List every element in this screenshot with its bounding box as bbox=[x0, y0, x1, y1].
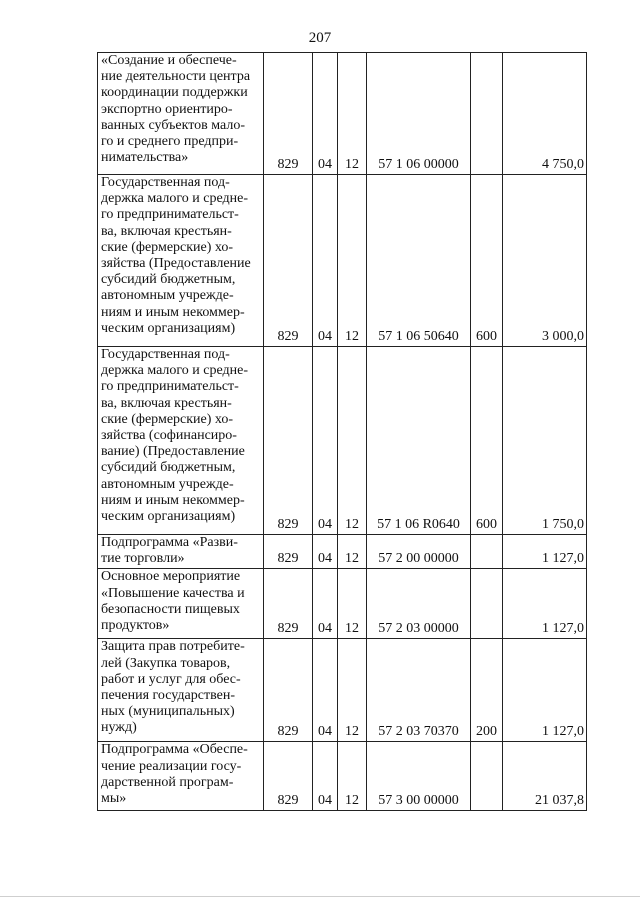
section-code-cell: 04 bbox=[313, 535, 338, 569]
expense-name-line: ские (фермерские) хо- bbox=[101, 411, 234, 427]
expense-name-line: автономным учрежде- bbox=[101, 476, 234, 492]
expense-name-line: безопасности пищевых bbox=[101, 601, 240, 617]
expense-name-line: зяйства (Предоставление bbox=[101, 256, 251, 272]
expense-name-cell bbox=[98, 569, 264, 639]
expense-name-line: Основное мероприятие bbox=[101, 569, 241, 585]
expense-type-cell bbox=[471, 569, 503, 639]
expense-name-line: го и среднего предпри- bbox=[101, 134, 239, 150]
expense-name-line: печения государствен- bbox=[101, 688, 235, 704]
section-code-cell: 04 bbox=[313, 347, 338, 535]
budget-table bbox=[97, 52, 587, 811]
page-number: 207 bbox=[308, 30, 332, 46]
table-row bbox=[98, 53, 587, 175]
target-article-cell: 57 2 03 00000 bbox=[367, 569, 471, 639]
expense-name-line: чение реализации госу- bbox=[101, 758, 242, 774]
amount-cell: 1 127,0 bbox=[503, 639, 587, 742]
subsection-code-cell: 12 bbox=[338, 175, 367, 347]
expense-name-line: мы» bbox=[101, 791, 127, 807]
expense-name-line: Подпрограмма «Разви- bbox=[101, 535, 238, 550]
expense-name-line: ниям и иным некоммер- bbox=[101, 304, 245, 320]
expense-name-line: субсидий бюджетным, bbox=[101, 460, 236, 476]
expense-name-line: ва, включая крестьян- bbox=[101, 223, 232, 239]
expense-type-cell bbox=[471, 742, 503, 811]
expense-name-line: «Повышение качества и bbox=[101, 585, 245, 601]
table-row bbox=[98, 175, 587, 347]
subsection-code-cell: 12 bbox=[338, 569, 367, 639]
expense-name-cell bbox=[98, 535, 264, 569]
amount-cell: 1 750,0 bbox=[503, 347, 587, 535]
expense-name-line: Подпрограмма «Обеспе- bbox=[101, 742, 248, 758]
expense-name-cell bbox=[98, 175, 264, 347]
ministry-code-cell: 829 bbox=[264, 175, 313, 347]
expense-name-line: го предпринимательст- bbox=[101, 207, 239, 223]
target-article-cell: 57 1 06 00000 bbox=[367, 53, 471, 175]
expense-type-cell: 600 bbox=[471, 175, 503, 347]
expense-name-line: держка малого и средне- bbox=[101, 363, 249, 379]
expense-name-line: Защита прав потребите- bbox=[101, 639, 245, 655]
subsection-code-cell: 12 bbox=[338, 535, 367, 569]
table-row bbox=[98, 742, 587, 811]
section-code-cell: 04 bbox=[313, 569, 338, 639]
expense-type-cell: 200 bbox=[471, 639, 503, 742]
amount-cell: 21 037,8 bbox=[503, 742, 587, 811]
ministry-code-cell: 829 bbox=[264, 639, 313, 742]
expense-name-line: работ и услуг для обес- bbox=[101, 671, 241, 687]
expense-name-cell bbox=[98, 742, 264, 811]
expense-name-line: ва, включая крестьян- bbox=[101, 395, 232, 411]
ministry-code-cell: 829 bbox=[264, 53, 313, 175]
expense-name-line: продуктов» bbox=[101, 618, 170, 634]
target-article-cell: 57 1 06 R0640 bbox=[367, 347, 471, 535]
expense-name-line: «Создание и обеспече- bbox=[101, 53, 237, 68]
bottom-divider bbox=[0, 896, 640, 897]
expense-name-cell bbox=[98, 53, 264, 175]
ministry-code-cell: 829 bbox=[264, 347, 313, 535]
amount-cell: 4 750,0 bbox=[503, 53, 587, 175]
table-row bbox=[98, 639, 587, 742]
expense-type-cell bbox=[471, 53, 503, 175]
table-row bbox=[98, 347, 587, 535]
section-code-cell: 04 bbox=[313, 53, 338, 175]
expense-name-line: ниям и иным некоммер- bbox=[101, 492, 245, 508]
target-article-cell: 57 1 06 50640 bbox=[367, 175, 471, 347]
expense-name-line: Государственная под- bbox=[101, 175, 230, 190]
expense-name-cell bbox=[98, 639, 264, 742]
expense-name-line: дарственной програм- bbox=[101, 774, 234, 790]
expense-name-line: зяйства (софинансиро- bbox=[101, 428, 237, 444]
expense-name-line: координации поддержки bbox=[101, 85, 248, 101]
subsection-code-cell: 12 bbox=[338, 53, 367, 175]
subsection-code-cell: 12 bbox=[338, 639, 367, 742]
section-code-cell: 04 bbox=[313, 175, 338, 347]
amount-cell: 3 000,0 bbox=[503, 175, 587, 347]
amount-cell: 1 127,0 bbox=[503, 535, 587, 569]
expense-name-line: ванных субъектов мало- bbox=[101, 117, 246, 133]
section-code-cell: 04 bbox=[313, 742, 338, 811]
amount-cell: 1 127,0 bbox=[503, 569, 587, 639]
target-article-cell: 57 2 03 70370 bbox=[367, 639, 471, 742]
table-row bbox=[98, 535, 587, 569]
expense-name-line: нимательства» bbox=[101, 150, 189, 166]
expense-name-line: тие торговли» bbox=[101, 551, 185, 567]
target-article-cell: 57 3 00 00000 bbox=[367, 742, 471, 811]
expense-name-line: ние деятельности центра bbox=[101, 69, 251, 85]
expense-name-line: держка малого и средне- bbox=[101, 191, 249, 207]
ministry-code-cell: 829 bbox=[264, 569, 313, 639]
expense-name-line: го предпринимательст- bbox=[101, 379, 239, 395]
expense-name-line: экспортно ориентиро- bbox=[101, 101, 233, 117]
expense-name-line: ческим организациям) bbox=[101, 320, 236, 336]
expense-name-line: нужд) bbox=[101, 720, 137, 736]
table-row bbox=[98, 569, 587, 639]
expense-name-line: автономным учрежде- bbox=[101, 288, 234, 304]
subsection-code-cell: 12 bbox=[338, 347, 367, 535]
expense-type-cell: 600 bbox=[471, 347, 503, 535]
table-body bbox=[98, 53, 587, 811]
ministry-code-cell: 829 bbox=[264, 535, 313, 569]
target-article-cell: 57 2 00 00000 bbox=[367, 535, 471, 569]
expense-name-line: ские (фермерские) хо- bbox=[101, 239, 234, 255]
expense-name-line: лей (Закупка товаров, bbox=[101, 655, 231, 671]
expense-name-line: Государственная под- bbox=[101, 347, 230, 362]
section-code-cell: 04 bbox=[313, 639, 338, 742]
expense-name-cell bbox=[98, 347, 264, 535]
expense-name-line: ных (муниципальных) bbox=[101, 704, 235, 720]
expense-type-cell bbox=[471, 535, 503, 569]
expense-name-line: ческим организациям) bbox=[101, 509, 236, 525]
expense-name-line: субсидий бюджетным, bbox=[101, 272, 236, 288]
subsection-code-cell: 12 bbox=[338, 742, 367, 811]
expense-name-line: вание) (Предоставление bbox=[101, 444, 245, 460]
ministry-code-cell: 829 bbox=[264, 742, 313, 811]
